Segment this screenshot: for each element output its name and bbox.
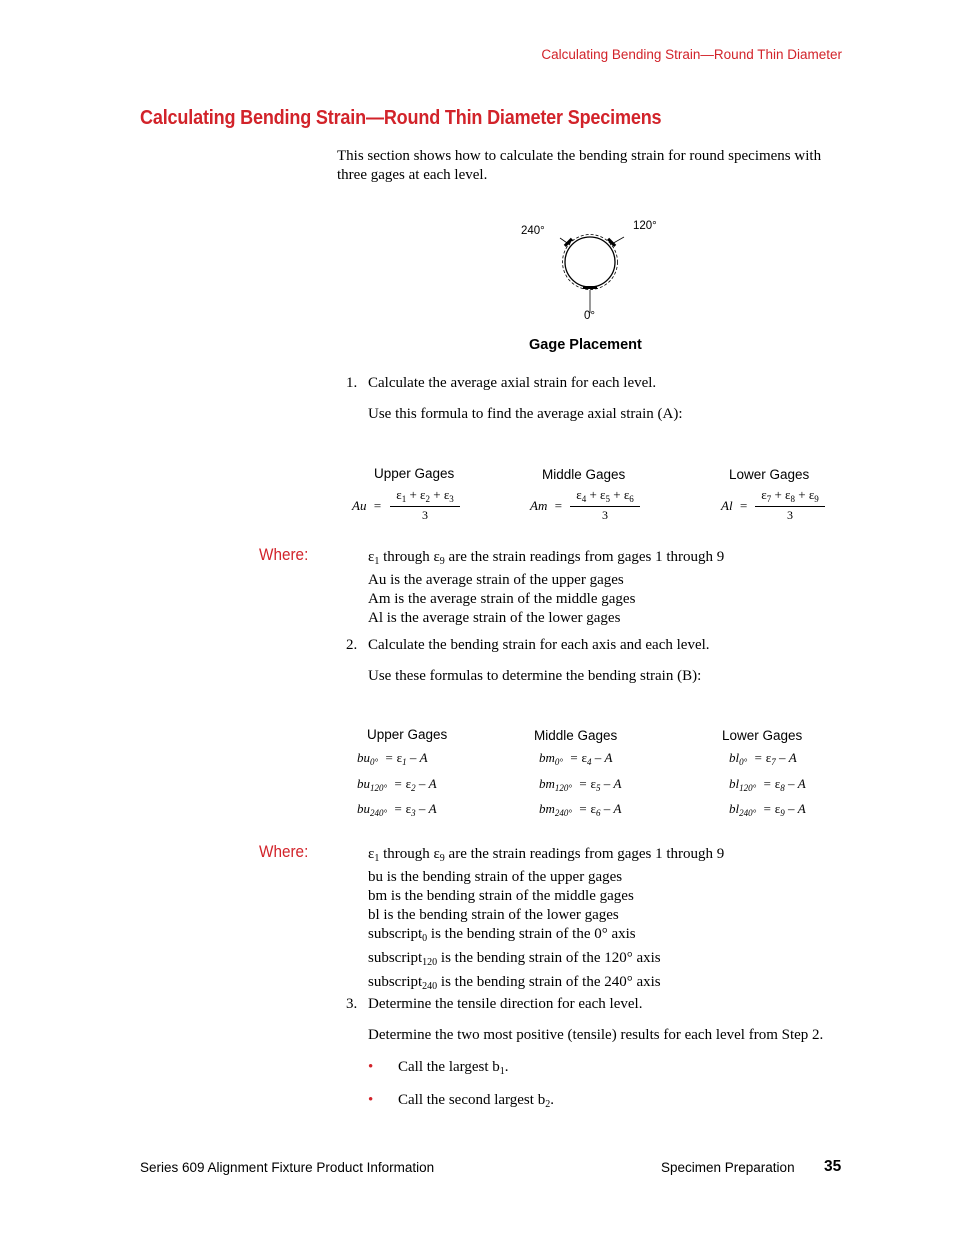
where-2-line-bu: bu is the bending strain of the upper gages	[368, 869, 623, 885]
bullet-icon: •	[368, 1059, 374, 1075]
denominator: 3	[602, 508, 608, 522]
denominator: 3	[422, 508, 428, 522]
avg-formula-upper-fraction: $\varepsilon_1 + \varepsilon_2 + \varepsilon_3$ 3	[390, 487, 460, 523]
step-3-number: 3.	[346, 996, 358, 1012]
eps-sub: 7	[766, 494, 772, 504]
step-1-text: Calculate the average axial strain for each level.	[368, 375, 657, 391]
eps-sub: 8	[790, 494, 795, 504]
avg-formula-middle-fraction: $\varepsilon_4 + \varepsilon_5 + \varepsilon_6$ 3	[570, 487, 640, 523]
avg-heading-middle: Middle Gages	[542, 467, 626, 482]
label-0: 0°	[584, 310, 595, 322]
step-3-text: Determine the tensile direction for each level.	[368, 996, 643, 1012]
avg-heading-lower: Lower Gages	[729, 467, 810, 482]
where-1-line-al: Al is the average strain of the lower gages	[368, 610, 621, 626]
denominator: 3	[787, 508, 793, 522]
step-2-subtext: Use these formulas to determine the bending strain (B):	[368, 668, 702, 684]
label-240: 240°	[521, 225, 545, 237]
footer-title: Series 609 Alignment Fixture Product Information	[140, 1160, 435, 1175]
gage-0-mark	[583, 286, 597, 289]
where-2-subscript-0: subscript$_0$ is the bending strain of the 0° axis	[368, 926, 636, 944]
where-1-line-au: Au is the average strain of the upper gages	[368, 572, 624, 588]
eps-sub: 9	[814, 494, 819, 504]
lhs: Am	[530, 498, 548, 513]
bend-heading-upper: Upper Gages	[367, 727, 448, 742]
avg-formula-lower-fraction: $\varepsilon_7 + \varepsilon_8 + \varepsilon_9$ 3	[755, 487, 825, 523]
bend-formula-middle-240: $bm_{240^\circ} = \varepsilon_6 - A$	[539, 801, 622, 818]
label-120: 120°	[633, 220, 657, 232]
intro-paragraph	[337, 147, 821, 185]
specimen-circle-outer	[563, 235, 618, 290]
eps-sub: 6	[629, 494, 634, 504]
specimen-circle	[565, 237, 615, 287]
eps-sub: 4	[581, 494, 587, 504]
page-number: 35	[824, 1158, 842, 1175]
eps-sub: 3	[449, 494, 454, 504]
bend-formula-upper-0: $bu_{0^\circ} = \varepsilon_1 - A$	[357, 750, 428, 767]
intro-line-1: This section shows how to calculate the bending strain for round specimens with	[337, 148, 822, 164]
running-head: Calculating Bending Strain—Round Thin Diameter	[541, 47, 842, 62]
where-2-block	[368, 845, 724, 996]
bend-heading-middle: Middle Gages	[534, 728, 618, 743]
intro-line-2: three gages at each level.	[337, 167, 488, 183]
where-2-subscript-240: subscript$_{240}$ is the bending strain of the 240° axis	[368, 974, 661, 992]
bend-formula-lower-0: $bl_{0^\circ} = \varepsilon_7 - A$	[729, 750, 797, 767]
bend-formula-lower-240: $bl_{240^\circ} = \varepsilon_9 - A$	[729, 801, 806, 818]
page-title: Calculating Bending Strain—Round Thin Diameter Specimens	[140, 106, 662, 129]
bend-formula-lower-120: $bl_{120^\circ} = \varepsilon_8 - A$	[729, 776, 806, 793]
where-2-subscript-120: subscript$_{120}$ is the bending strain of the 120° axis	[368, 950, 661, 968]
where-1-line-am: Am is the average strain of the middle gages	[368, 591, 636, 607]
bend-formula-upper-120: $bu_{120^\circ} = \varepsilon_2 - A$	[357, 776, 437, 793]
bullet-icon: •	[368, 1092, 374, 1108]
lhs: Al	[721, 498, 733, 513]
step-2-text: Calculate the bending strain for each axis and each level.	[368, 637, 710, 653]
footer-section: Specimen Preparation	[661, 1160, 795, 1175]
where-label-2: Where:	[259, 842, 309, 861]
where-1-line-eps: $\varepsilon_1$ through $\varepsilon_9$ are the strain readings from gages 1 through 9	[368, 549, 725, 567]
bullet-item-1: Call the largest $b_1$.	[398, 1059, 509, 1077]
figure-caption: Gage Placement	[529, 337, 642, 353]
avg-formula-middle-lhs: Am =	[530, 498, 563, 513]
where-1-block	[368, 548, 724, 628]
step-1-number: 1.	[346, 375, 358, 391]
eps-sub: 1	[401, 494, 407, 504]
bend-heading-lower: Lower Gages	[722, 728, 803, 743]
step-2-number: 2.	[346, 637, 358, 653]
bullet-item-2: Call the second largest $b_2$.	[398, 1092, 554, 1110]
lhs: Au	[352, 498, 367, 513]
step-3-subtext: Determine the two most positive (tensile) results for each level from Step 2.	[368, 1027, 824, 1043]
bend-formula-middle-0: $bm_{0^\circ} = \varepsilon_4 - A$	[539, 750, 613, 767]
eps-sub: 5	[605, 494, 610, 504]
where-2-line-eps: $\varepsilon_1$ through $\varepsilon_9$ are the strain readings from gages 1 through 9	[368, 846, 725, 864]
avg-formula-upper-lhs: Au =	[352, 498, 382, 513]
bend-formula-middle-120: $bm_{120^\circ} = \varepsilon_5 - A$	[539, 776, 622, 793]
where-2-line-bm: bm is the bending strain of the middle gages	[368, 888, 634, 904]
avg-heading-upper: Upper Gages	[374, 466, 455, 481]
avg-formula-lower-lhs: Al =	[721, 498, 748, 513]
bend-formula-upper-240: $bu_{240^\circ} = \varepsilon_3 - A$	[357, 801, 437, 818]
where-2-line-bl: bl is the bending strain of the lower gages	[368, 907, 619, 923]
where-label-1: Where:	[259, 545, 309, 564]
step-1-subtext: Use this formula to find the average axial strain (A):	[368, 406, 683, 422]
eps-sub: 2	[425, 494, 430, 504]
